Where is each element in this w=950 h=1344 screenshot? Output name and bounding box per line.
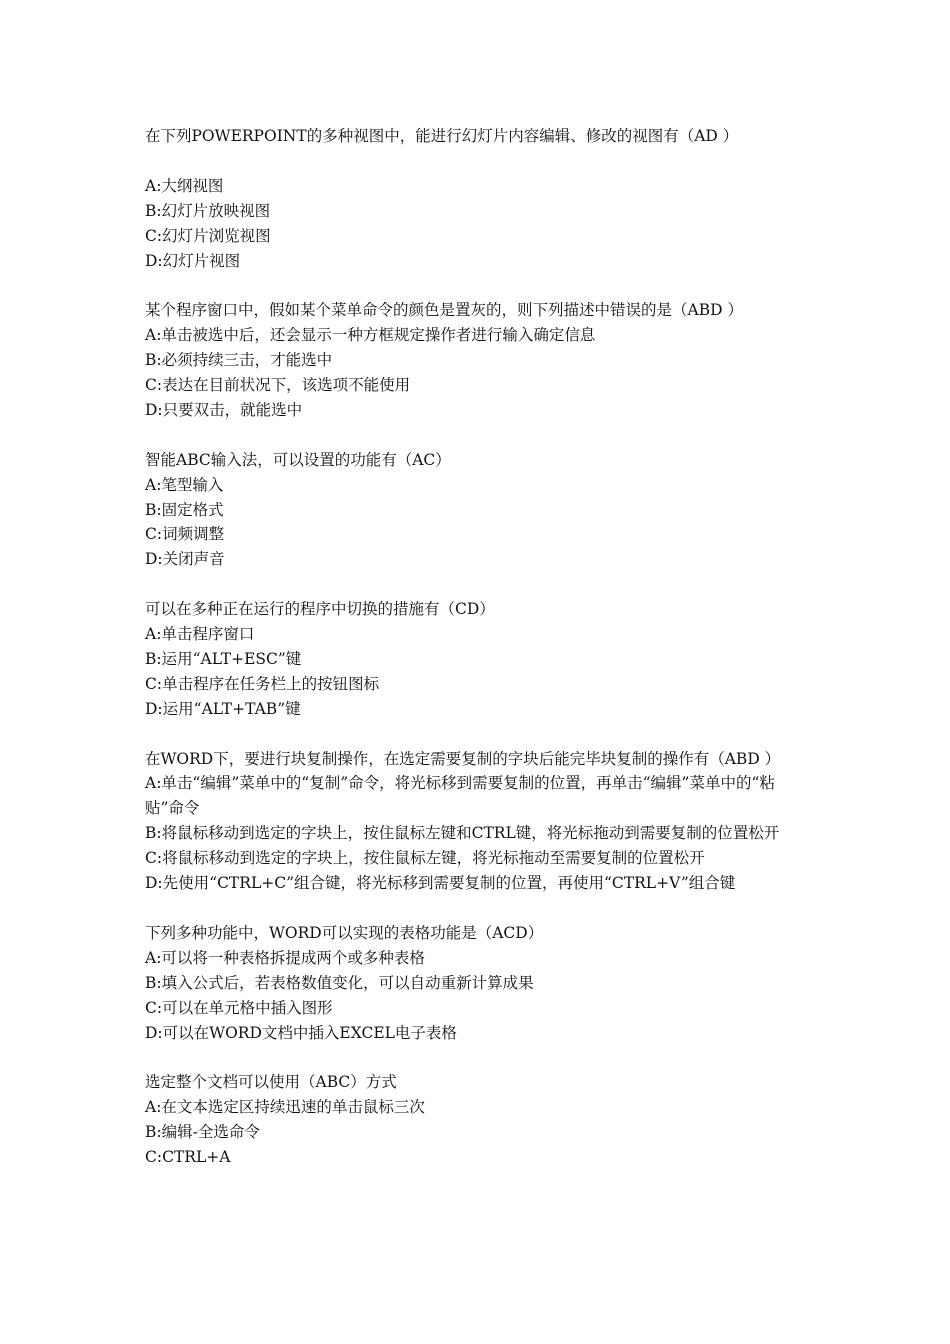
option-b: B:编辑-全选命令 — [145, 1123, 260, 1142]
option-a: A:单击被选中后，还会显示一种方框规定操作者进行输入确定信息 — [145, 326, 596, 345]
option-a: A:单击程序窗口 — [145, 625, 255, 644]
option-d: D:关闭声音 — [145, 550, 225, 569]
option-a: A:可以将一种表格拆提成两个或多种表格 — [145, 948, 425, 967]
option-d: D:只要双击，就能选中 — [145, 400, 303, 419]
option-c: C:表达在目前状况下，该选项不能使用 — [145, 376, 411, 395]
question-stem: 可以在多种正在运行的程序中切换的措施有（CD） — [145, 600, 495, 619]
option-b: B:将鼠标移动到选定的字块上，按住鼠标左键和CTRL键，将光标拖动到需要复制的位置松开 — [145, 824, 780, 843]
option-b: B:幻灯片放映视图 — [145, 201, 271, 220]
option-b: B:填入公式后，若表格数值变化，可以自动重新计算成果 — [145, 973, 534, 992]
option-b: B:必须持续三击，才能选中 — [145, 351, 333, 370]
option-b: B:固定格式 — [145, 500, 224, 519]
document-body — [145, 124, 811, 1195]
option-d: D:可以在WORD文档中插入EXCEL电子表格 — [145, 1023, 457, 1042]
option-a: A:单击“编辑”菜单中的“复制”命令，将光标移到需要复制的位置，再单击“编辑”菜单中的“粘贴”命令 — [145, 774, 775, 818]
question-2 — [145, 298, 811, 423]
option-d: D:幻灯片视图 — [145, 251, 241, 270]
question-3 — [145, 448, 811, 573]
question-6 — [145, 921, 811, 1046]
question-stem: 选定整个文档可以使用（ABC）方式 — [145, 1073, 397, 1092]
option-a: A:大纲视图 — [145, 176, 224, 195]
question-stem: 下列多种功能中，WORD可以实现的表格功能是（ACD） — [145, 923, 544, 942]
question-stem: 在WORD下，要进行块复制操作，在选定需要复制的字块后能完毕块复制的操作有（ABD ） — [145, 749, 781, 768]
option-b: B:运用“ALT+ESC”键 — [145, 649, 302, 668]
option-c: C:CTRL+A — [145, 1148, 231, 1167]
option-c: C:将鼠标移动到选定的字块上，按住鼠标左键，将光标拖动至需要复制的位置松开 — [145, 849, 705, 868]
option-d: D:先使用“CTRL+C”组合键，将光标移到需要复制的位置，再使用“CTRL+V”组合键 — [145, 874, 736, 893]
option-c: C:幻灯片浏览视图 — [145, 226, 271, 245]
option-d: D:运用“ALT+TAB”键 — [145, 699, 301, 718]
question-5 — [145, 747, 811, 896]
option-c: C:可以在单元格中插入图形 — [145, 998, 333, 1017]
option-a: A:在文本选定区持续迅速的单击鼠标三次 — [145, 1098, 425, 1117]
question-7 — [145, 1070, 811, 1170]
question-stem: 某个程序窗口中，假如某个菜单命令的颜色是置灰的，则下列描述中错误的是（ABD ） — [145, 301, 743, 320]
option-a: A:笔型输入 — [145, 475, 224, 494]
option-c: C:词频调整 — [145, 525, 225, 544]
question-stem: 在下列POWERPOINT的多种视图中，能进行幻灯片内容编辑、修改的视图有（AD ） — [145, 127, 739, 145]
question-1 — [145, 124, 811, 273]
option-c: C:单击程序在任务栏上的按钮图标 — [145, 674, 380, 693]
question-stem: 智能ABC输入法，可以设置的功能有（AC） — [145, 450, 451, 469]
question-4 — [145, 597, 811, 722]
